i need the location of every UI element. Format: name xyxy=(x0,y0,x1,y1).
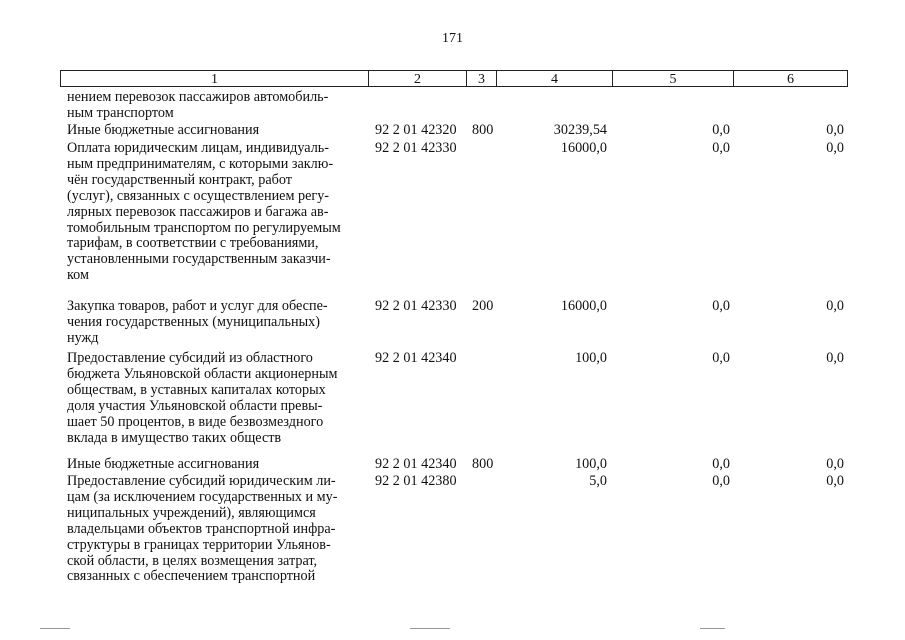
column-header-2: 2 xyxy=(369,70,467,87)
row-value-col5: 0,0 xyxy=(712,140,730,156)
scan-artifact xyxy=(700,628,725,629)
row-description: Иные бюджетные ассигнования xyxy=(67,122,260,138)
row-code: 92 2 01 42340 xyxy=(375,456,457,472)
row-value-col5: 0,0 xyxy=(712,122,730,138)
row-value-col5: 0,0 xyxy=(712,350,730,366)
row-value-col6: 0,0 xyxy=(826,122,844,138)
row-value-col5: 0,0 xyxy=(712,456,730,472)
row-value-col4: 100,0 xyxy=(575,350,607,366)
row-value-col4: 16000,0 xyxy=(560,298,607,314)
column-header-4: 4 xyxy=(497,70,613,87)
row-expense-type: 800 xyxy=(472,122,494,138)
row-expense-type: 200 xyxy=(472,298,494,314)
row-value-col5: 0,0 xyxy=(712,298,730,314)
row-code: 92 2 01 42330 xyxy=(375,298,457,314)
column-header-5: 5 xyxy=(613,70,734,87)
row-value-col6: 0,0 xyxy=(826,298,844,314)
row-value-col6: 0,0 xyxy=(826,350,844,366)
row-value-col4: 16000,0 xyxy=(560,140,607,156)
row-value-col6: 0,0 xyxy=(826,473,844,489)
row-value-col5: 0,0 xyxy=(712,473,730,489)
row-description: Иные бюджетные ассигнования xyxy=(67,456,260,472)
scan-artifact xyxy=(40,628,70,629)
row-code: 92 2 01 42330 xyxy=(375,140,457,156)
row-value-col4: 100,0 xyxy=(575,456,607,472)
row-value-col6: 0,0 xyxy=(826,456,844,472)
row-description: Закупка товаров, работ и услуг для обеспе- чения государственных (муниципальных) нужд xyxy=(67,298,328,346)
row-description: Оплата юридическим лицам, индивидуаль- ным предпринимателям, с которыми заклю- чён государственный контракт, работ (услуг), связанных с осуществлением регу- лярных перевозок пассажиров и багажа ав- томобильным транспортом по регулируемым тарифам, в соответствии с требованиями, установленными государственным заказчи- ком xyxy=(67,140,341,284)
row-expense-type: 800 xyxy=(472,456,494,472)
scan-artifact xyxy=(410,628,450,629)
column-header-1: 1 xyxy=(60,70,369,87)
row-description: Предоставление субсидий из областного бюджета Ульяновской области акционерным обществам, в уставных капиталах которых доля участия Ульяновской области превы- шает 50 процентов, в виде безвозмездного вклада в имущество таких обществ xyxy=(67,350,338,446)
row-value-col4: 30239,54 xyxy=(553,122,607,138)
column-header-3: 3 xyxy=(467,70,497,87)
row-value-col4: 5,0 xyxy=(589,473,607,489)
row-description: Предоставление субсидий юридическим ли- цам (за исключением государственных и му- ниципальных учреждений), являющимся владельцами объектов транспортной инфра- структуры в границах территории Ульянов- ской области, в целях возмещения затрат, связанных с обеспечением транспортной xyxy=(67,473,338,585)
row-code: 92 2 01 42380 xyxy=(375,473,457,489)
row-code: 92 2 01 42320 xyxy=(375,122,457,138)
page-number: 171 xyxy=(442,31,463,46)
row-value-col6: 0,0 xyxy=(826,140,844,156)
row-description: нением перевозок пассажиров автомобиль- ным транспортом xyxy=(67,89,329,121)
row-code: 92 2 01 42340 xyxy=(375,350,457,366)
column-header-6: 6 xyxy=(734,70,848,87)
